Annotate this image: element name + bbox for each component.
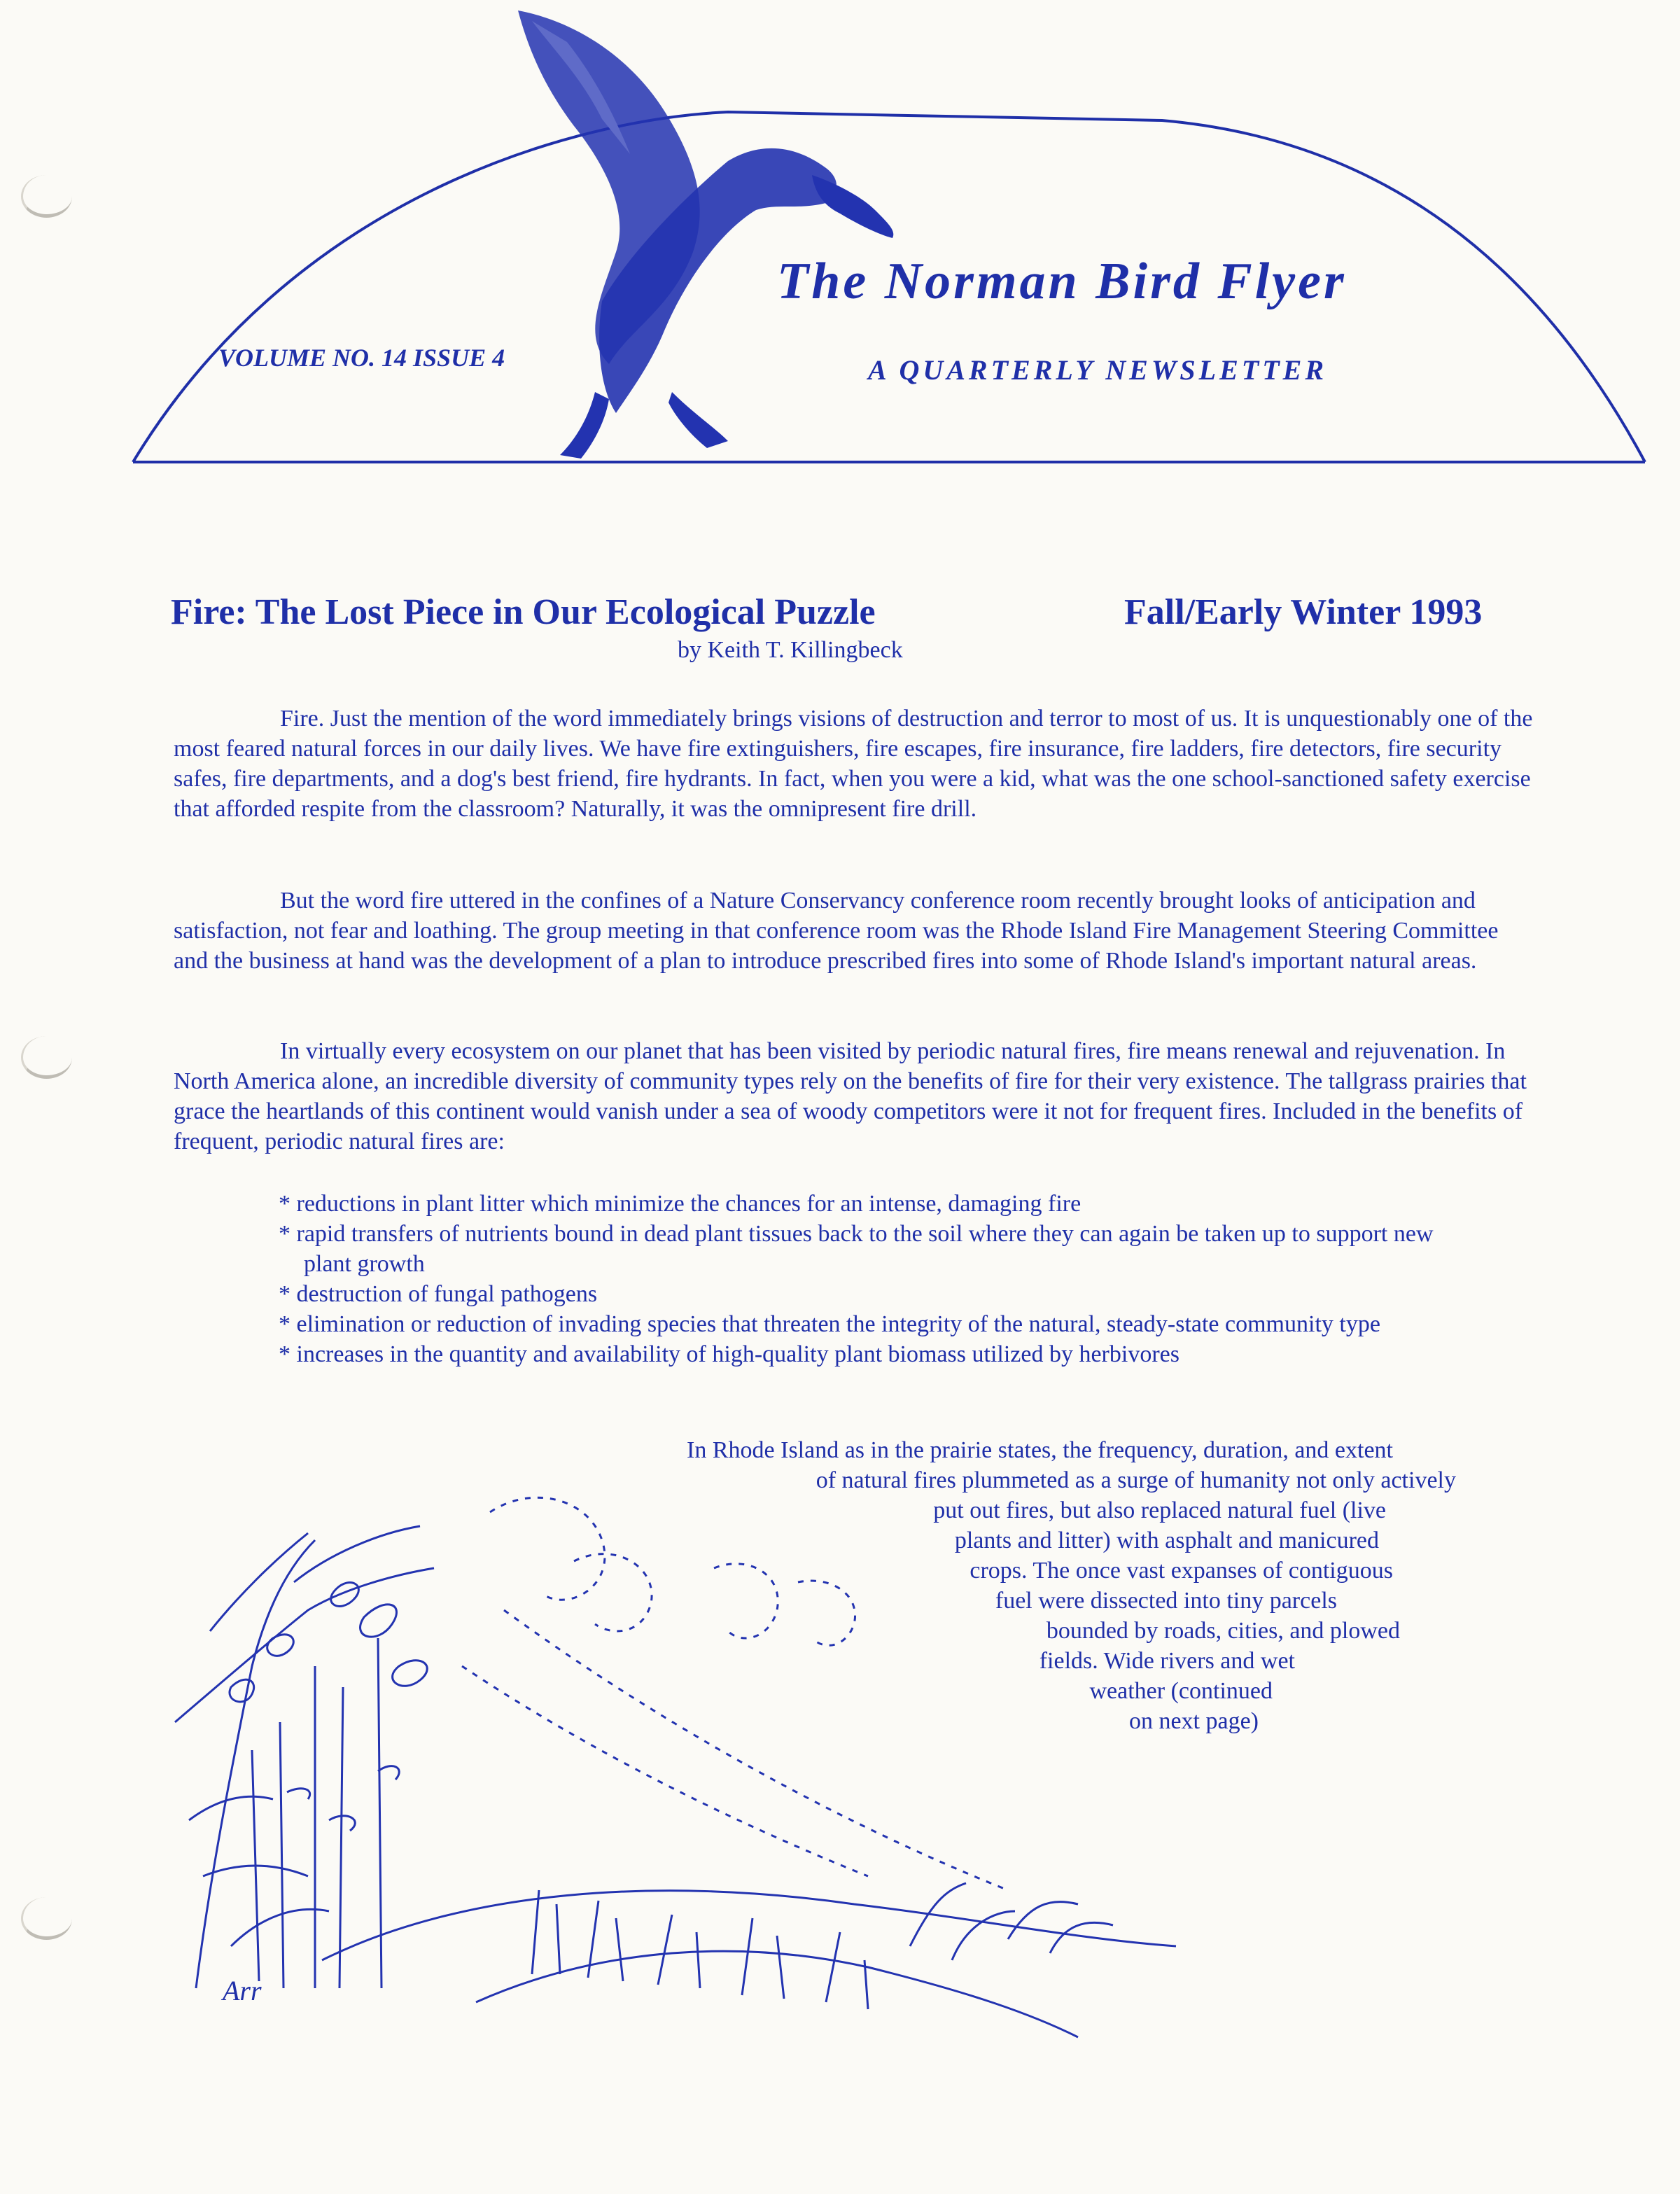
volume-issue: VOLUME NO. 14 ISSUE 4	[218, 344, 505, 372]
text-line: put out fires, but also replaced natural fuel (live	[933, 1497, 1386, 1523]
issue-season: Fall/Early Winter 1993	[1124, 592, 1483, 632]
article-paragraph	[174, 1036, 1539, 1157]
binder-hole	[21, 1897, 72, 1940]
text-line: fuel were dissected into tiny parcels	[995, 1588, 1337, 1614]
paragraph-text: In virtually every ecosystem on our planet that has been visited by periodic natural fires, fire means renewal and rejuvenation. In North America alone, an incredible diversity of community types rely on the benefits of fire for their very existence. The tallgrass prairies that grace the heartlands of this continent would vanish under a sea of woody competitors were it not for frequent fires. Included in the benefits of frequent, periodic natural fires are:	[174, 1038, 1527, 1154]
artist-signature: Arr	[223, 1975, 262, 2006]
list-item: * destruction of fungal pathogens	[279, 1279, 1469, 1309]
text-line: fields. Wide rivers and wet	[1039, 1648, 1295, 1674]
text-line: weather (continued	[1089, 1678, 1273, 1704]
text-line: on next page)	[1128, 1708, 1259, 1734]
grass-sketch-icon	[322, 1883, 1176, 2037]
article-paragraph	[174, 704, 1539, 824]
article-headline: Fire: The Lost Piece in Our Ecological Puzzle	[171, 592, 876, 632]
list-item: * increases in the quantity and availability of high-quality plant biomass utilized by herbivores	[279, 1339, 1469, 1369]
masthead-graphic	[0, 0, 1680, 490]
list-item: * elimination or reduction of invading species that threaten the integrity of the natural, steady-state community type	[279, 1309, 1469, 1339]
article-closing-text	[679, 1435, 1547, 1736]
list-item: * reductions in plant litter which minimize the chances for an intense, damaging fire	[279, 1189, 1469, 1219]
benefits-list	[279, 1189, 1469, 1369]
text-line: bounded by roads, cities, and plowed	[1046, 1618, 1400, 1644]
binder-hole	[21, 1036, 72, 1079]
paragraph-text: But the word fire uttered in the confines of a Nature Conservancy conference room recently brought looks of anticipation and satisfaction, not fear and loathing. The group meeting in that conference room was the Rhode Island Fire Management Steering Committee and the business at hand was the development of a plan to introduce prescribed fires into some of Rhode Island's important natural areas.	[174, 888, 1499, 974]
article-paragraph	[174, 886, 1539, 976]
paragraph-text: Fire. Just the mention of the word immediately brings visions of destruction and terror to most of us. It is unquestionably one of the most feared natural forces in our daily lives. We have fire extinguishers, fire escapes, fire insurance, fire ladders, fire detectors, fire security safes, fire departments, and a dog's best friend, fire hydrants. In fact, when you were a kid, what was the one school-sanctioned safety exercise that afforded respite from the classroom? Naturally, it was the omnipresent fire drill.	[174, 706, 1533, 822]
tree-sketch-icon	[175, 1526, 434, 1988]
text-line: In Rhode Island as in the prairie states, the frequency, duration, and extent	[687, 1437, 1393, 1463]
text-line: of natural fires plummeted as a surge of humanity not only actively	[816, 1467, 1456, 1493]
goose-icon	[518, 11, 893, 459]
article-byline: by Keith T. Killingbeck	[678, 637, 903, 663]
text-line: crops. The once vast expanses of contiguous	[969, 1558, 1393, 1584]
newsletter-subtitle: A QUARTERLY NEWSLETTER	[868, 354, 1328, 386]
list-item: * rapid transfers of nutrients bound in dead plant tissues back to the soil where they can again be taken up to support new plant growth	[279, 1219, 1469, 1279]
newsletter-title: The Norman Bird Flyer	[777, 253, 1347, 310]
text-line: plants and litter) with asphalt and manicured	[954, 1528, 1379, 1553]
